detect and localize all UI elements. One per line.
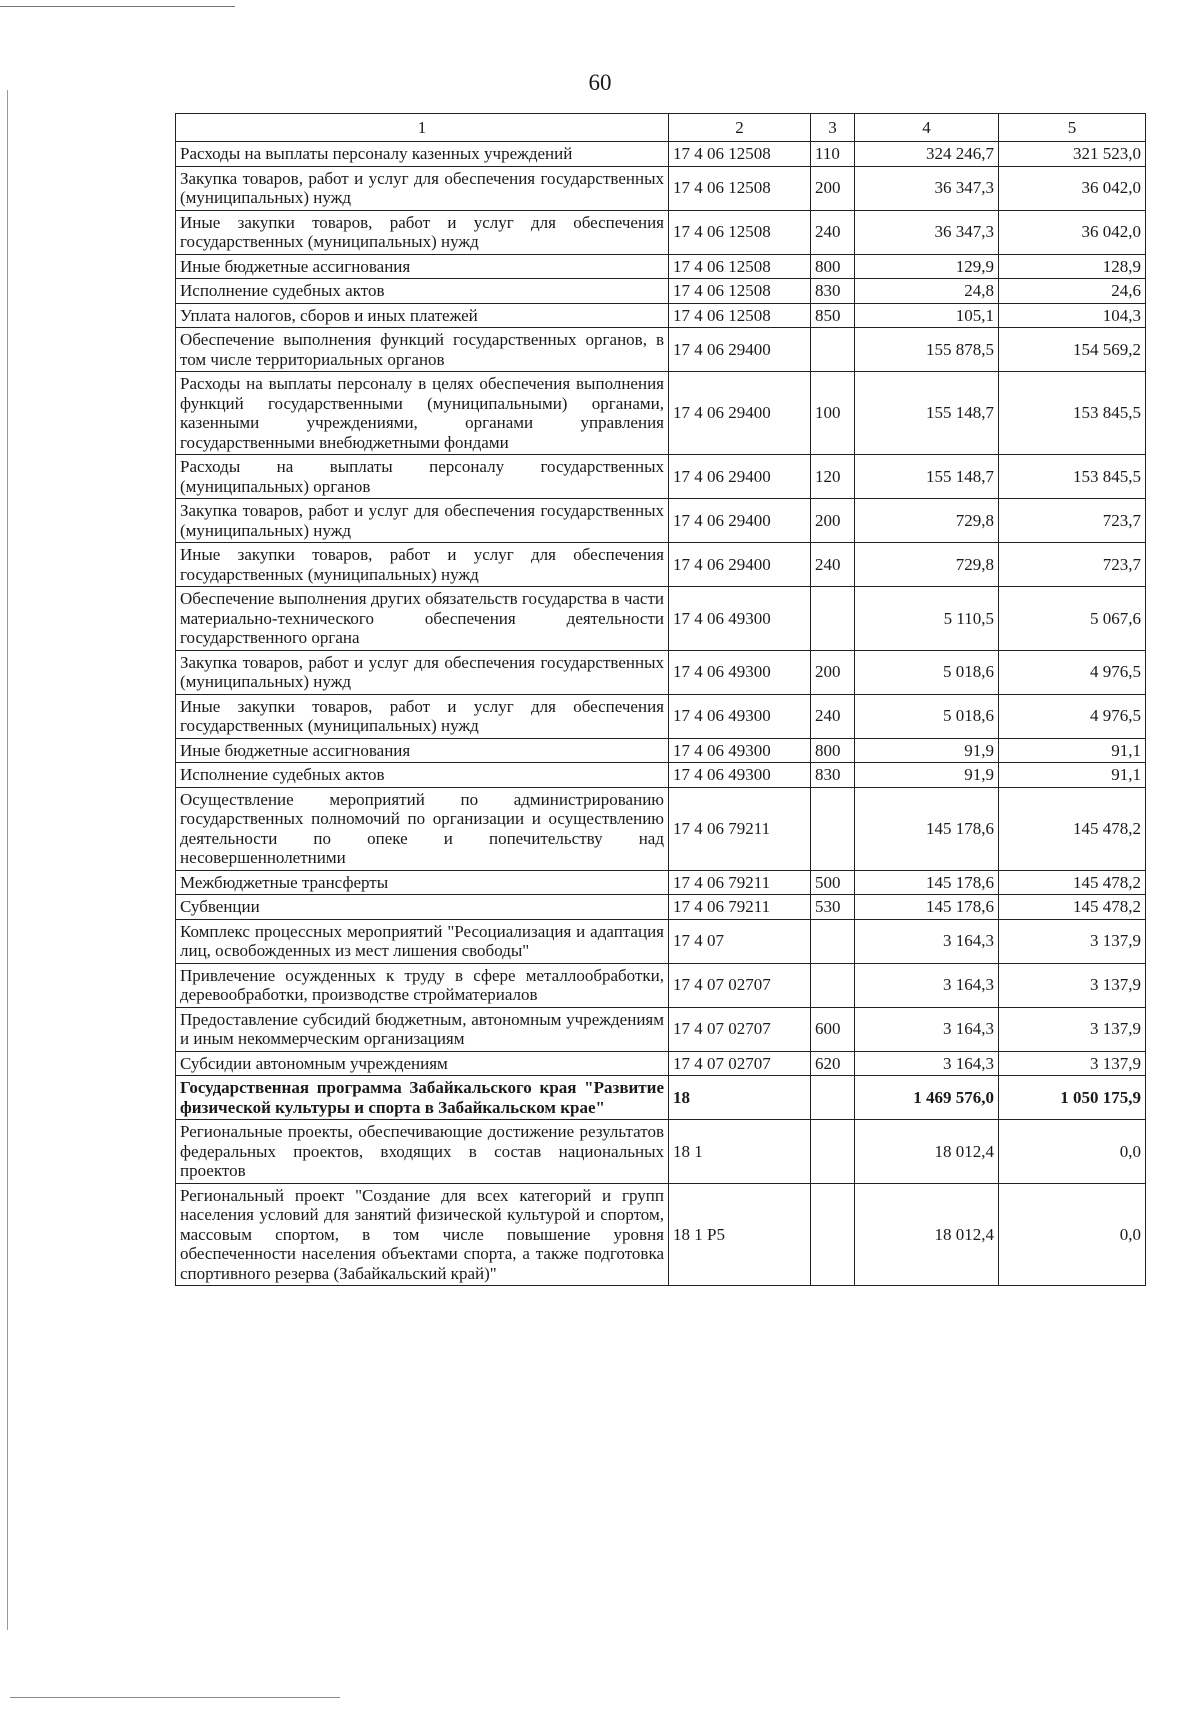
row-description: Закупка товаров, работ и услуг для обеспечения государственных (муниципальных) нужд <box>176 499 669 543</box>
row-amount-col5: 1 050 175,9 <box>999 1076 1146 1120</box>
row-expense-type <box>811 963 855 1007</box>
row-expense-type: 850 <box>811 303 855 328</box>
column-header-4: 4 <box>855 114 999 142</box>
table-row <box>176 1076 1146 1120</box>
row-amount-col4: 24,8 <box>855 279 999 304</box>
row-target-code: 17 4 06 12508 <box>669 279 811 304</box>
row-expense-type <box>811 1076 855 1120</box>
row-expense-type: 240 <box>811 210 855 254</box>
row-target-code: 17 4 07 02707 <box>669 1007 811 1051</box>
row-target-code: 17 4 06 29400 <box>669 455 811 499</box>
table-row <box>176 787 1146 870</box>
row-amount-col4: 91,9 <box>855 763 999 788</box>
row-description: Закупка товаров, работ и услуг для обеспечения государственных (муниципальных) нужд <box>176 166 669 210</box>
row-amount-col5: 0,0 <box>999 1183 1146 1286</box>
table-row <box>176 694 1146 738</box>
table-row <box>176 870 1146 895</box>
row-amount-col4: 729,8 <box>855 499 999 543</box>
row-amount-col5: 145 478,2 <box>999 895 1146 920</box>
table-row <box>176 499 1146 543</box>
row-description: Иные закупки товаров, работ и услуг для обеспечения государственных (муниципальных) нужд <box>176 543 669 587</box>
table-row <box>176 142 1146 167</box>
row-target-code: 17 4 07 02707 <box>669 1051 811 1076</box>
table-row <box>176 650 1146 694</box>
row-expense-type: 600 <box>811 1007 855 1051</box>
row-amount-col4: 729,8 <box>855 543 999 587</box>
row-amount-col5: 3 137,9 <box>999 1007 1146 1051</box>
row-description: Предоставление субсидий бюджетным, автономным учреждениям и иным некоммерческим организациям <box>176 1007 669 1051</box>
row-amount-col5: 128,9 <box>999 254 1146 279</box>
table-row <box>176 372 1146 455</box>
table-body <box>176 142 1146 1286</box>
row-amount-col4: 3 164,3 <box>855 1051 999 1076</box>
table-row <box>176 1051 1146 1076</box>
row-amount-col4: 5 018,6 <box>855 694 999 738</box>
row-target-code: 17 4 06 79211 <box>669 870 811 895</box>
table-row <box>176 543 1146 587</box>
table-row <box>176 303 1146 328</box>
row-expense-type <box>811 1120 855 1184</box>
row-amount-col5: 91,1 <box>999 738 1146 763</box>
row-description: Иные закупки товаров, работ и услуг для обеспечения государственных (муниципальных) нужд <box>176 694 669 738</box>
table-row <box>176 895 1146 920</box>
row-expense-type <box>811 787 855 870</box>
row-expense-type: 200 <box>811 499 855 543</box>
row-target-code: 17 4 06 49300 <box>669 738 811 763</box>
row-target-code: 17 4 06 12508 <box>669 142 811 167</box>
row-amount-col5: 36 042,0 <box>999 166 1146 210</box>
row-target-code: 17 4 06 29400 <box>669 328 811 372</box>
table-row <box>176 587 1146 651</box>
row-target-code: 17 4 06 12508 <box>669 210 811 254</box>
table-row <box>176 328 1146 372</box>
row-target-code: 18 <box>669 1076 811 1120</box>
row-description: Исполнение судебных актов <box>176 763 669 788</box>
table-row <box>176 1183 1146 1286</box>
row-amount-col4: 91,9 <box>855 738 999 763</box>
table-row <box>176 763 1146 788</box>
row-description: Государственная программа Забайкальского края "Развитие физической культуры и спорта в Забайкальском крае" <box>176 1076 669 1120</box>
row-expense-type <box>811 587 855 651</box>
row-target-code: 17 4 06 12508 <box>669 166 811 210</box>
row-target-code: 17 4 06 79211 <box>669 787 811 870</box>
row-description: Иные закупки товаров, работ и услуг для обеспечения государственных (муниципальных) нужд <box>176 210 669 254</box>
scan-edge-bottom <box>10 1697 340 1698</box>
row-expense-type: 530 <box>811 895 855 920</box>
row-description: Расходы на выплаты персоналу в целях обеспечения выполнения функций государственными (муниципальными) органами, казенными учреждениями, органами управления государственными внебюджетными фондами <box>176 372 669 455</box>
row-amount-col4: 324 246,7 <box>855 142 999 167</box>
table-row <box>176 279 1146 304</box>
row-target-code: 18 1 <box>669 1120 811 1184</box>
row-description: Привлечение осужденных к труду в сфере металлообработки, деревообработки, производстве стройматериалов <box>176 963 669 1007</box>
column-header-2: 2 <box>669 114 811 142</box>
row-expense-type: 620 <box>811 1051 855 1076</box>
row-target-code: 17 4 06 49300 <box>669 587 811 651</box>
row-expense-type <box>811 919 855 963</box>
row-expense-type: 500 <box>811 870 855 895</box>
row-amount-col5: 153 845,5 <box>999 372 1146 455</box>
row-expense-type: 200 <box>811 650 855 694</box>
row-expense-type: 240 <box>811 543 855 587</box>
row-target-code: 17 4 06 49300 <box>669 694 811 738</box>
column-header-5: 5 <box>999 114 1146 142</box>
row-target-code: 17 4 06 29400 <box>669 543 811 587</box>
row-amount-col4: 155 148,7 <box>855 372 999 455</box>
row-amount-col4: 5 110,5 <box>855 587 999 651</box>
row-amount-col5: 5 067,6 <box>999 587 1146 651</box>
row-target-code: 17 4 06 12508 <box>669 303 811 328</box>
row-expense-type: 830 <box>811 279 855 304</box>
row-expense-type: 800 <box>811 738 855 763</box>
row-amount-col5: 91,1 <box>999 763 1146 788</box>
row-description: Субвенции <box>176 895 669 920</box>
column-header-1: 1 <box>176 114 669 142</box>
row-amount-col4: 3 164,3 <box>855 1007 999 1051</box>
row-expense-type: 240 <box>811 694 855 738</box>
row-description: Расходы на выплаты персоналу казенных учреждений <box>176 142 669 167</box>
row-expense-type: 200 <box>811 166 855 210</box>
table-row <box>176 963 1146 1007</box>
scan-edge-left <box>7 90 8 1630</box>
row-amount-col5: 153 845,5 <box>999 455 1146 499</box>
row-amount-col5: 36 042,0 <box>999 210 1146 254</box>
row-amount-col4: 105,1 <box>855 303 999 328</box>
row-expense-type: 120 <box>811 455 855 499</box>
table-row <box>176 455 1146 499</box>
row-amount-col4: 3 164,3 <box>855 919 999 963</box>
row-description: Региональные проекты, обеспечивающие достижение результатов федеральных проектов, входящих в состав национальных проектов <box>176 1120 669 1184</box>
row-description: Региональный проект "Создание для всех категорий и групп населения условий для занятий физической культурой и спортом, массовым спортом, в том числе повышение уровня обеспеченности населения объектами спорта, а также подготовка спортивного резерва (Забайкальский край)" <box>176 1183 669 1286</box>
row-amount-col5: 24,6 <box>999 279 1146 304</box>
row-description: Осуществление мероприятий по администрированию государственных полномочий по организации и осуществлению деятельности по опеке и попечительству над несовершеннолетними <box>176 787 669 870</box>
row-amount-col5: 154 569,2 <box>999 328 1146 372</box>
row-amount-col5: 145 478,2 <box>999 870 1146 895</box>
row-description: Обеспечение выполнения функций государственных органов, в том числе территориальных органов <box>176 328 669 372</box>
table-row <box>176 738 1146 763</box>
row-amount-col4: 18 012,4 <box>855 1183 999 1286</box>
row-description: Расходы на выплаты персоналу государственных (муниципальных) органов <box>176 455 669 499</box>
row-expense-type <box>811 1183 855 1286</box>
row-description: Комплекс процессных мероприятий "Ресоциализация и адаптация лиц, освобожденных из мест лишения свободы" <box>176 919 669 963</box>
table-row <box>176 210 1146 254</box>
row-amount-col5: 4 976,5 <box>999 650 1146 694</box>
row-amount-col4: 1 469 576,0 <box>855 1076 999 1120</box>
header-row <box>176 114 1146 142</box>
row-expense-type: 100 <box>811 372 855 455</box>
row-amount-col4: 36 347,3 <box>855 210 999 254</box>
row-expense-type: 110 <box>811 142 855 167</box>
column-header-3: 3 <box>811 114 855 142</box>
row-target-code: 17 4 06 29400 <box>669 499 811 543</box>
table-row <box>176 166 1146 210</box>
row-expense-type <box>811 328 855 372</box>
table-row <box>176 254 1146 279</box>
row-amount-col4: 155 878,5 <box>855 328 999 372</box>
row-amount-col5: 723,7 <box>999 499 1146 543</box>
row-target-code: 17 4 07 <box>669 919 811 963</box>
row-expense-type: 830 <box>811 763 855 788</box>
row-description: Иные бюджетные ассигнования <box>176 738 669 763</box>
row-amount-col4: 129,9 <box>855 254 999 279</box>
scan-edge-top <box>0 6 235 7</box>
row-description: Иные бюджетные ассигнования <box>176 254 669 279</box>
row-description: Субсидии автономным учреждениям <box>176 1051 669 1076</box>
row-target-code: 18 1 Р5 <box>669 1183 811 1286</box>
row-amount-col5: 723,7 <box>999 543 1146 587</box>
row-amount-col5: 104,3 <box>999 303 1146 328</box>
row-amount-col4: 3 164,3 <box>855 963 999 1007</box>
row-amount-col4: 36 347,3 <box>855 166 999 210</box>
row-amount-col4: 18 012,4 <box>855 1120 999 1184</box>
row-amount-col5: 4 976,5 <box>999 694 1146 738</box>
row-amount-col5: 321 523,0 <box>999 142 1146 167</box>
row-description: Обеспечение выполнения других обязательств государства в части материально-технического обеспечения деятельности государственного органа <box>176 587 669 651</box>
budget-table <box>175 113 1146 1286</box>
row-amount-col4: 155 148,7 <box>855 455 999 499</box>
row-amount-col4: 145 178,6 <box>855 895 999 920</box>
row-target-code: 17 4 06 29400 <box>669 372 811 455</box>
row-description: Исполнение судебных актов <box>176 279 669 304</box>
row-amount-col5: 3 137,9 <box>999 1051 1146 1076</box>
row-description: Межбюджетные трансферты <box>176 870 669 895</box>
table-row <box>176 1007 1146 1051</box>
table-row <box>176 1120 1146 1184</box>
row-amount-col5: 3 137,9 <box>999 963 1146 1007</box>
row-target-code: 17 4 06 49300 <box>669 650 811 694</box>
row-target-code: 17 4 06 12508 <box>669 254 811 279</box>
page-number: 60 <box>588 70 612 95</box>
row-target-code: 17 4 06 49300 <box>669 763 811 788</box>
row-amount-col4: 145 178,6 <box>855 787 999 870</box>
row-amount-col4: 145 178,6 <box>855 870 999 895</box>
row-amount-col5: 145 478,2 <box>999 787 1146 870</box>
row-description: Уплата налогов, сборов и иных платежей <box>176 303 669 328</box>
table-row <box>176 919 1146 963</box>
row-expense-type: 800 <box>811 254 855 279</box>
row-target-code: 17 4 07 02707 <box>669 963 811 1007</box>
row-amount-col4: 5 018,6 <box>855 650 999 694</box>
row-description: Закупка товаров, работ и услуг для обеспечения государственных (муниципальных) нужд <box>176 650 669 694</box>
row-amount-col5: 0,0 <box>999 1120 1146 1184</box>
row-amount-col5: 3 137,9 <box>999 919 1146 963</box>
row-target-code: 17 4 06 79211 <box>669 895 811 920</box>
